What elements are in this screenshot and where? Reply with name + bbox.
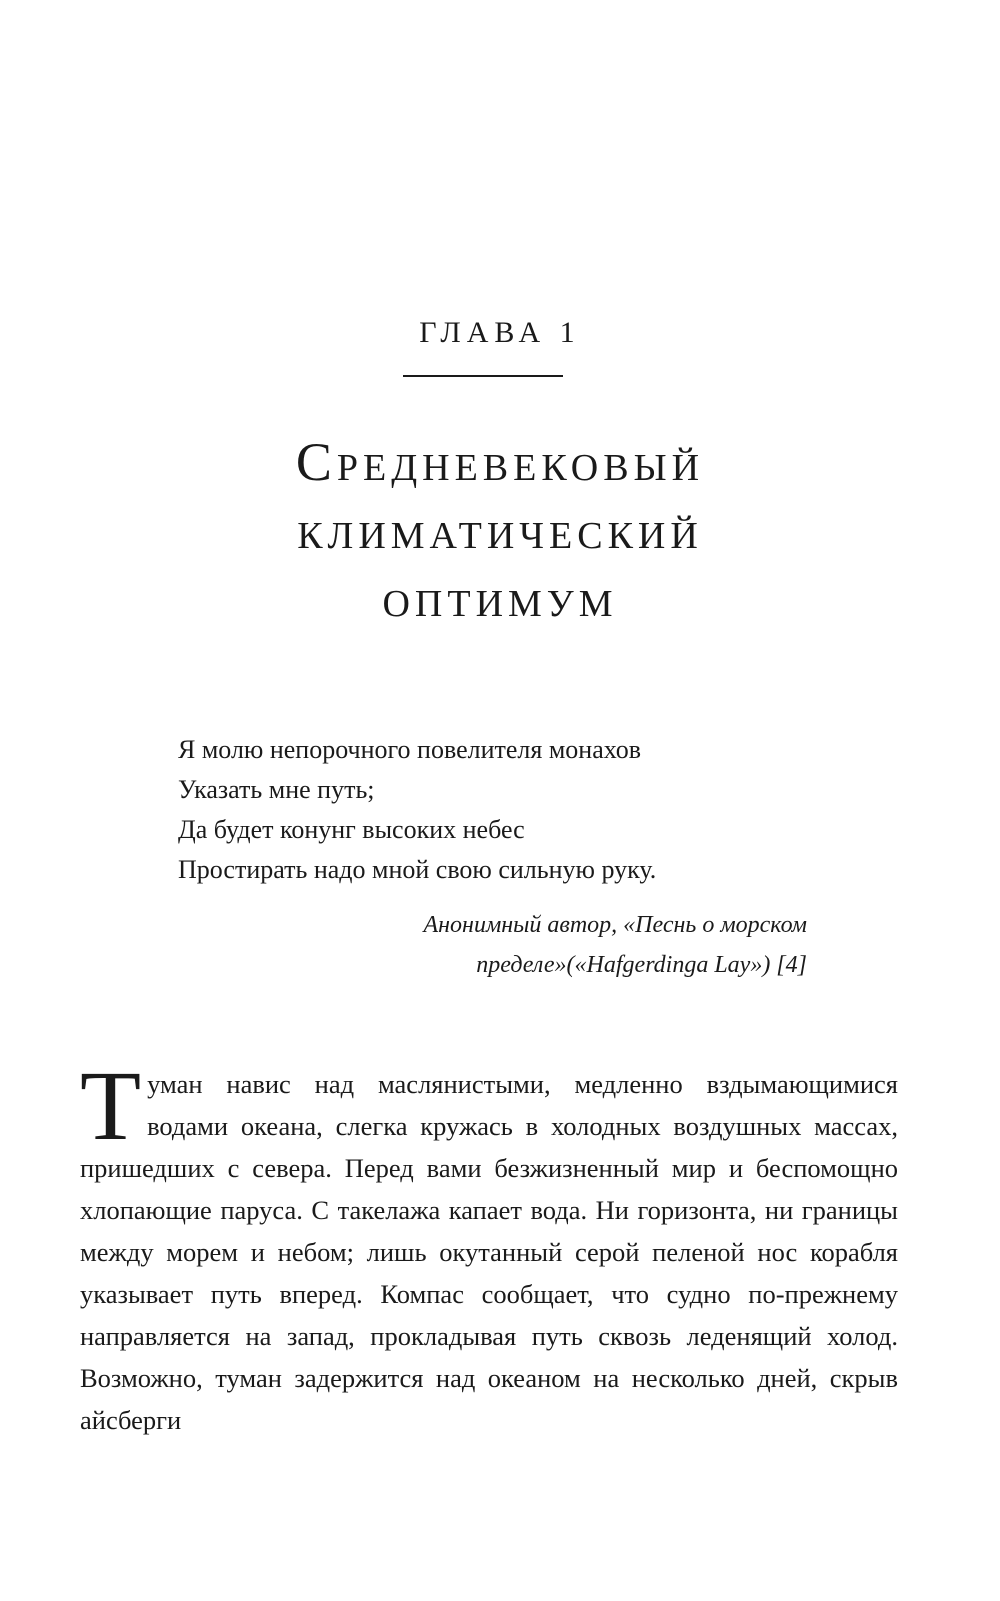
- epigraph-line: Указать мне путь;: [178, 775, 375, 804]
- chapter-title-line: климатический: [297, 500, 703, 560]
- chapter-title-line: оптимум: [382, 568, 618, 628]
- epigraph: [178, 730, 818, 890]
- chapter-title: [0, 428, 1000, 632]
- epigraph-line: Я молю непорочного повелителя монахов: [178, 735, 642, 764]
- attribution-line: Анонимный автор, «Песнь о морском: [423, 912, 807, 938]
- body-paragraph: [80, 1050, 898, 1441]
- attribution-line: пределе»(«Hafgerdinga Lay») [4]: [476, 952, 807, 978]
- epigraph-attribution: [240, 905, 807, 985]
- epigraph-line: Простирать надо мной свою сильную руку.: [178, 855, 657, 884]
- chapter-rule: [403, 375, 563, 377]
- epigraph-line: Да будет конунг высоких небес: [178, 815, 525, 844]
- body-paragraph-text: уман навис над маслянистыми, медленно вздымающимися водами океана, слегка кружась в холодных воздушных массах, пришедших с севера. Перед вами безжизненный мир и беспомощно хлопающие паруса. С такелажа капает вода. Ни горизонта, ни границы между морем и небом; лишь окутанный серой пеленой нос корабля указывает путь вперед. Компас сообщает, что судно по-прежнему направляется на запад, прокладывая путь сквозь леденящий холод. Возможно, туман задержится над океаном на несколько дней, скрыв айсберги: [80, 1069, 898, 1435]
- drop-cap: Т: [80, 1050, 142, 1161]
- chapter-label: ГЛАВА 1: [419, 316, 581, 349]
- chapter-title-line: Средневековый: [295, 432, 705, 492]
